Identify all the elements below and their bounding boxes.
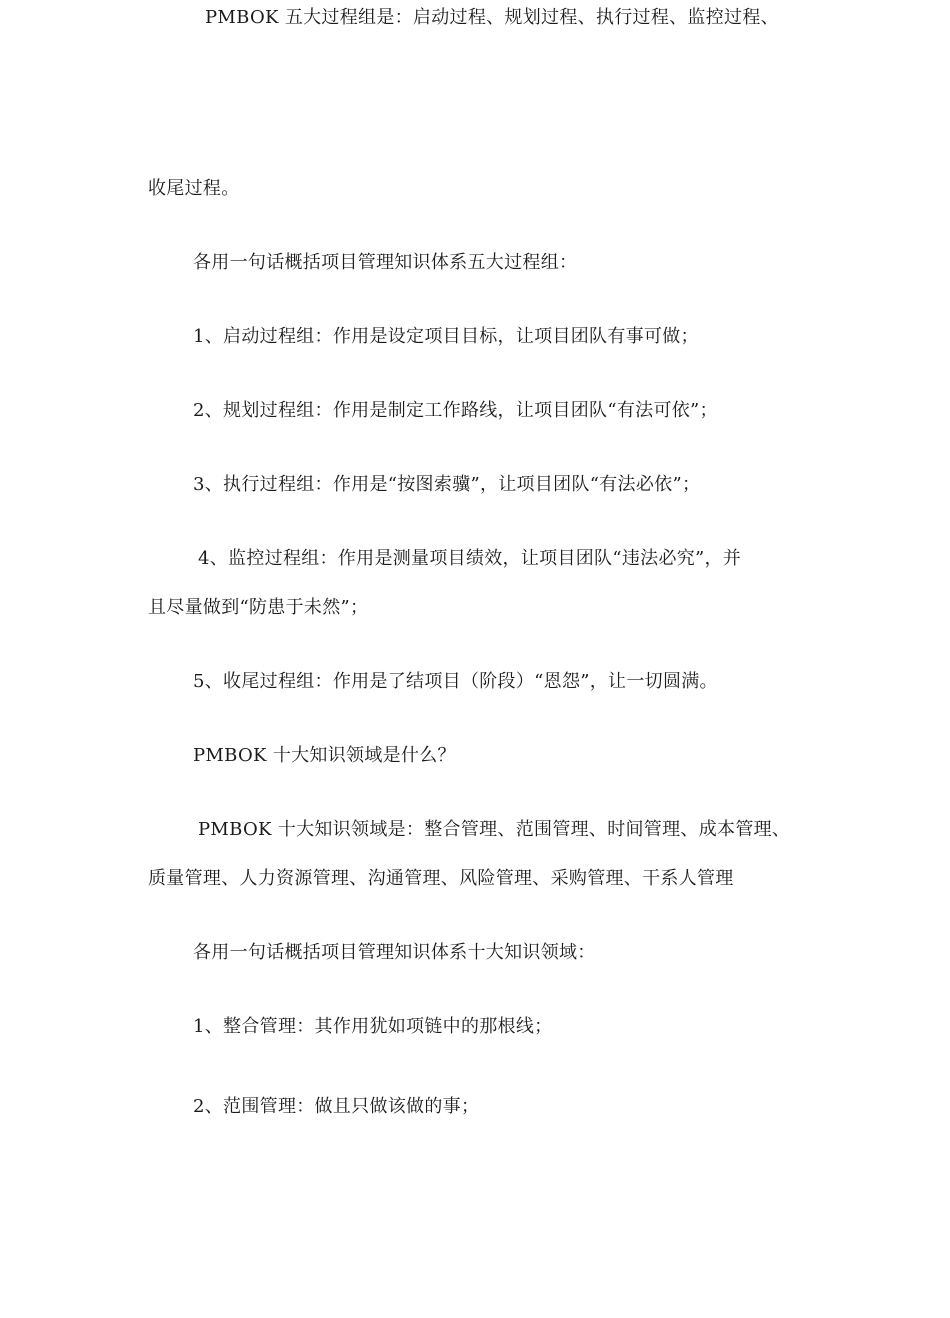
paragraph-knowledge-areas-line-2: 质量管理、人力资源管理、沟通管理、风险管理、采购管理、干系人管理 xyxy=(148,868,734,889)
paragraph-process-groups-line-1: PMBOK 五大过程组是：启动过程、规划过程、执行过程、监控过程、 xyxy=(205,7,779,28)
heading-knowledge-areas-question: PMBOK 十大知识领域是什么？ xyxy=(193,745,456,766)
list-item-monitoring-line-2: 且尽量做到“防患于未然”； xyxy=(148,597,369,618)
list-item-executing: 3、执行过程组：作用是“按图索骥”，让项目团队“有法必依”； xyxy=(193,474,701,495)
list-item-closing: 5、收尾过程组：作用是了结项目（阶段）“恩怨”，让一切圆满。 xyxy=(193,671,718,692)
list-item-initiating: 1、启动过程组：作用是设定项目目标，让项目团队有事可做； xyxy=(193,326,699,347)
paragraph-process-groups-line-2: 收尾过程。 xyxy=(148,178,240,199)
list-item-scope: 2、范围管理：做且只做该做的事； xyxy=(193,1096,480,1117)
list-item-monitoring-line-1: 4、监控过程组：作用是测量项目绩效，让项目团队“违法必究”，并 xyxy=(198,548,742,569)
list-item-integration: 1、整合管理：其作用犹如项链中的那根线； xyxy=(193,1016,553,1037)
paragraph-knowledge-areas-intro: 各用一句话概括项目管理知识体系十大知识领域： xyxy=(193,942,596,963)
paragraph-knowledge-areas-line-1: PMBOK 十大知识领域是：整合管理、范围管理、时间管理、成本管理、 xyxy=(198,819,791,840)
paragraph-process-groups-intro: 各用一句话概括项目管理知识体系五大过程组： xyxy=(193,252,578,273)
list-item-planning: 2、规划过程组：作用是制定工作路线，让项目团队“有法可依”； xyxy=(193,400,718,421)
